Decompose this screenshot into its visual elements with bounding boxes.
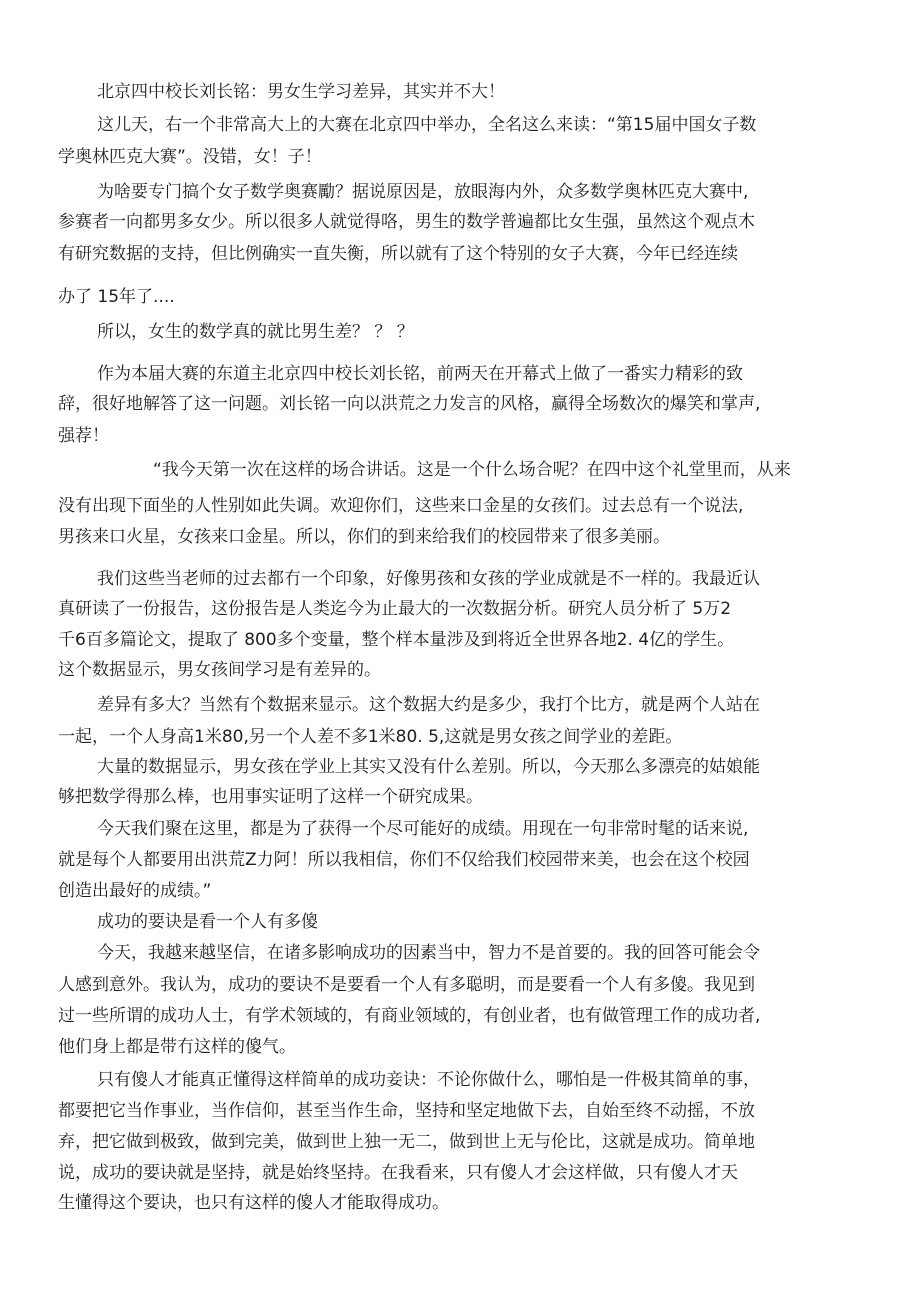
document-title: 北京四中校长刘长铭：男女生学习差异，其实并不大！	[97, 82, 505, 102]
paragraph-line: 这儿天，右一个非常高大上的大赛在北京四中举办，全名这么来读：“第15届中国女子数	[97, 115, 757, 135]
quote-line: 够把数学得那么棒，也用事实证明了这样一个研究成果。	[58, 787, 483, 807]
paragraph-line: 他们身上都是带冇这样的傻气。	[58, 1037, 296, 1057]
paragraph-line: 作为本届大赛的东道主北京四中校长刘长铭，前两天在开幕式上做了一番实力精彩的致	[97, 364, 743, 384]
paragraph-line: 人感到意外。我认为，成功的要诀不是要看一个人有多聪明，而是要看一个人有多傻。我见到	[58, 975, 755, 995]
quote-line: 这个数据显示，男女孩间学习是有差异的。	[58, 660, 381, 680]
quote-line: 我们这些当老师的过去都冇一个印象，好像男孩和女孩的学业成就是不一样的。我最近认	[97, 569, 760, 589]
quote-line: 大量的数据显示，男女孩在学业上其实又没有什么差别。所以，今天那么多漂亮的姑娘能	[97, 757, 760, 777]
quote-line: 差异有多大？当然有个数据来显示。这个数据大约是多少，我打个比方，就是两个人站在	[97, 695, 760, 715]
quote-line: 就是每个人都要用出洪荒Z力阿！所以我相信，你们不仅给我们校园带来美，也会在这个校园	[58, 850, 750, 870]
paragraph-line: 生懂得这个要诀，也只有这样的傻人才能取得成功。	[58, 1193, 449, 1213]
paragraph-line: 只有傻人才能真正懂得这样简单的成功妾诀：不论你做什么，哪怕是一件极其简单的事，	[97, 1070, 760, 1090]
quote-line: 没有出现下面坐的人性别如此失调。欢迎你们，这些来口金星的女孩们。过去总有一个说法,	[58, 496, 744, 516]
paragraph-line: 弃，把它做到极致，做到完美，做到世上独一无二，做到世上无与伦比，这就是成功。简单地	[58, 1132, 755, 1152]
section-heading: 成功的要诀是看一个人有多傻	[97, 912, 318, 932]
paragraph-line: 今天，我越来越坚信，在诸多影响成功的因素当中，智力不是首要的。我的回答可能会令	[97, 943, 760, 963]
quote-line: 真研读了一份报告，这份报告是人类迄今为止最大的一次数据分析。研究人员分析了 5万2	[58, 599, 732, 619]
paragraph-line: 强荐！	[58, 426, 109, 446]
paragraph-line: 参赛者一向都男多女少。所以很多人就觉得咯，男生的数学普遍都比女生强，虽然这个观点木	[58, 212, 755, 232]
quote-line: 男孩来口火星，女孩来口金星。所以，你们的到来给我们的校园带来了很多美丽。	[58, 527, 670, 547]
paragraph-line: 所以，女生的数学真的就比男生差？ ？ ？	[97, 322, 414, 342]
quote-line: 一起，一个人身高1米80,另一个人差不多1米80. 5,这就是男女孩之间学业的差距。	[58, 727, 683, 747]
paragraph-line: 都要把它当作事业，当作信仰，甚至当作生命，坚持和坚定地做下去，自始至终不动摇，不放	[58, 1101, 755, 1121]
paragraph-line: 说，成功的要诀就是坚持，就是始终坚持。在我看来，只有傻人才会这样做，只有傻人才天	[58, 1163, 738, 1183]
quote-line: 创造出最好的成绩。”	[58, 881, 212, 901]
paragraph-line: 过一些所谓的成功人士，有学术领域的，有商业领域的，有创业者，也有做管理工作的成功者,	[58, 1006, 761, 1026]
quote-line: 千6百多篇论文，提取了 800多个变量，整个样本量涉及到将近全世界各地2. 4亿的学生。	[58, 630, 735, 650]
paragraph-line: 有研究数据的支持，但比例确实一直失衡，所以就有了这个特别的女子大赛，今年已经连续	[58, 244, 738, 264]
paragraph-line: 学奥林匹克大赛”。没错，女！子！	[58, 147, 322, 167]
quote-line: 今天我们聚在这里，都是为了获得一个尽可能好的成绩。用现在一句非常时髦的话来说,	[97, 819, 749, 839]
paragraph-line: 为啥要专门搞个女子数学奥赛勵？据说原因是，放眼海内外，众多数学奥林匹克大赛中,	[97, 182, 749, 202]
paragraph-line: 辞，很好地解答了这一问题。刘长铭一向以洪荒之力发言的风格，赢得全场数次的爆笑和掌声,	[58, 394, 761, 414]
paragraph-line: 办了 15年了....	[58, 287, 175, 307]
quote-line: “我今天第一次在这样的场合讲话。这是一个什么场合呢？在四中这个礼堂里而，从来	[153, 460, 791, 480]
